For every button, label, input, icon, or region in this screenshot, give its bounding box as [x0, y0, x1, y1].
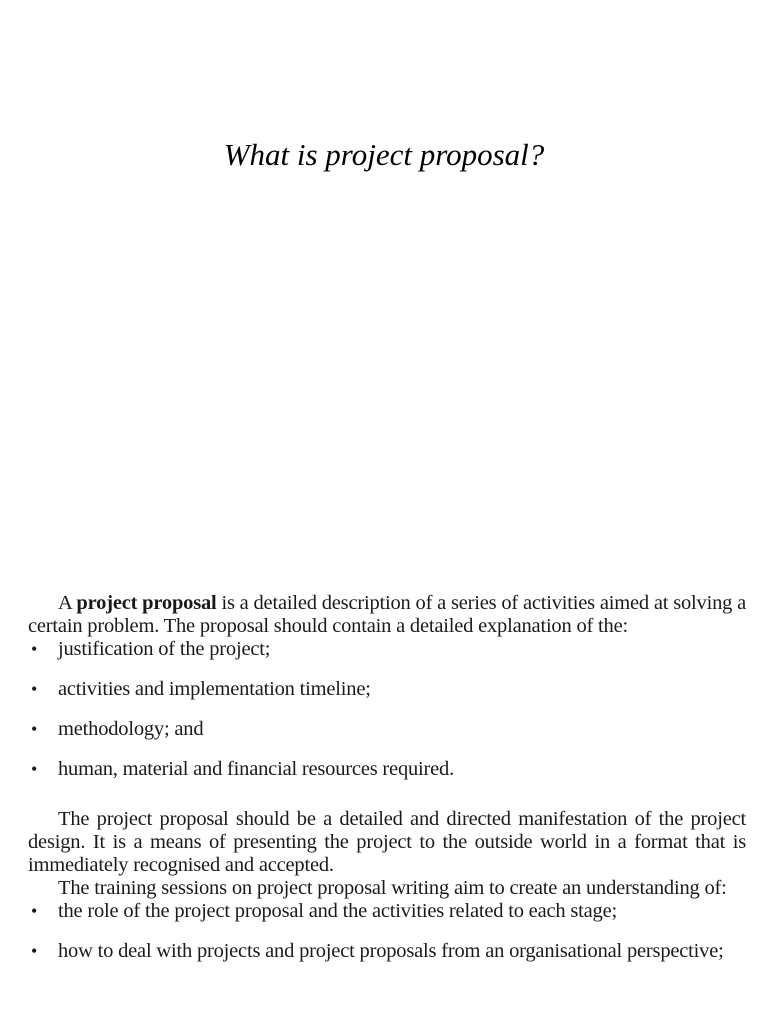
- intro-article: A: [58, 592, 72, 614]
- list-item-text: activities and implementation timeline;: [58, 678, 371, 700]
- bullet-icon: •: [31, 759, 38, 779]
- list-item-text: the role of the project proposal and the activities related to each stage;: [58, 900, 617, 922]
- bullet-icon: •: [31, 719, 38, 739]
- list-item-text: methodology; and: [58, 718, 204, 740]
- bullet-icon: •: [31, 639, 38, 659]
- intro-paragraph: [28, 592, 746, 638]
- bullet-icon: •: [31, 941, 38, 961]
- document-body: [28, 592, 746, 980]
- training-paragraph: The training sessions on project proposal writing aim to create an understanding of:: [58, 877, 727, 899]
- training-list: [28, 900, 746, 963]
- explanation-list: [28, 638, 746, 781]
- intro-text: is a detailed description of a series of activities aimed at solving a certain problem. The proposal should contain a detailed explanation of the:: [28, 592, 747, 637]
- list-item: [28, 678, 746, 701]
- list-item-text: how to deal with projects and project proposals from an organisational perspective;: [58, 940, 724, 962]
- intro-bold-term: project proposal: [76, 592, 217, 614]
- page-title: What is project proposal?: [223, 137, 545, 172]
- bullet-icon: •: [31, 679, 38, 699]
- list-item-text: human, material and financial resources required.: [58, 758, 455, 780]
- list-item: [28, 758, 746, 781]
- list-item: [28, 940, 746, 963]
- list-item: [28, 638, 746, 661]
- design-paragraph: The project proposal should be a detailed and directed manifestation of the project design. It is a means of presenting the project to the outside world in a format that is immediately recognised and accepted.: [28, 808, 746, 876]
- list-item: [28, 900, 746, 923]
- list-item-text: justification of the project;: [58, 638, 271, 660]
- bullet-icon: •: [31, 901, 38, 921]
- list-item: [28, 718, 746, 741]
